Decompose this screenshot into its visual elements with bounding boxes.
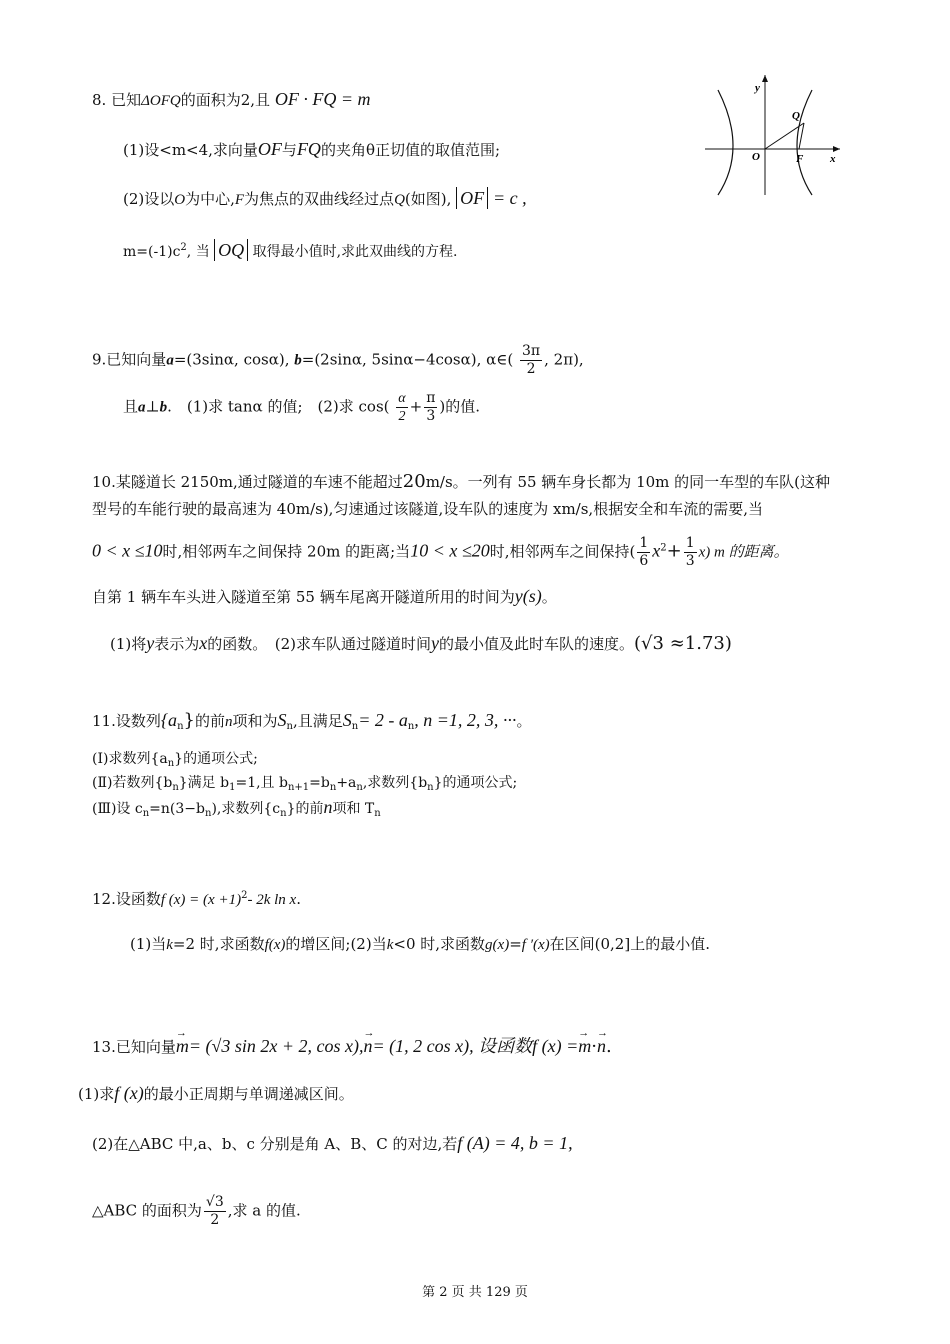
q10-line1: 10.某隧道长 2150m,通过隧道的车速不能超过20m/s。一列有 55 辆车身长都为 10m 的同一车型的车队(这种 [92,471,831,492]
q13-part1: (1)求f (x)的最小正周期与单调递减区间。 [78,1083,354,1103]
q11-part2: (Ⅱ)若数列$\{b_n\}$满足 $b_1=1$,且 $b_{n+1}=b_n+a_n$,求数列$\{b_n\}$的通项公式; [92,775,518,793]
abs-of: OF [456,187,488,209]
fraction-sqrt3-2: $\frac{√3}{2}$ [205,1194,224,1228]
hyperbola-left-branch [718,90,733,195]
q13-part2: (2)在△ABC 中,a、b、c 分别是角 A、B、C 的对边,若f (A) = 4, b = 1, [92,1133,573,1153]
q8-part3: $m=(-1)c^2$, 当 OQ 取得最小值时,求此双曲线的方程. [123,240,458,260]
y-axis-arrow [762,75,768,82]
q9-line2: 且a⊥b. (1)求 tanα 的值; (2)求 cos( $\frac{\alpha}{2}$ + $\frac{\pi}{3}$ )的值. [123,390,481,424]
q10-line5: (1)将y表示为x的函数。 (2)求车队通过隧道时间y的最小值及此时车队的速度。(√3 ≈1.73) [110,633,732,654]
fraction-1-6: $\frac{1}{6}$ [639,535,649,569]
q11-part3: (Ⅲ)设 $c_n=n(3-b_n)$,求数列$\{c_n\}$的前n项和 $T_n$ [92,797,381,819]
q13-part3: △ABC 的面积为 $\frac{√3}{2}$ ,求 a 的值. [92,1194,301,1228]
q8-part1: (1)设<m<4,求向量OF与FQ的夹角θ正切值的取值范围; [123,139,501,159]
fraction-pi-3: $\frac{\pi}{3}$ [426,390,436,424]
q11-part1: (Ⅰ)求数列$\{a_n\}$的通项公式; [92,751,258,769]
fraction-3pi-2: $\frac{3\pi}{2}$ [522,343,541,377]
label-q: Q [792,110,800,122]
q8-part2: (2)设以O为中心,F为焦点的双曲线经过点Q(如图), OF = c , [123,188,527,208]
segment-fq [799,123,804,149]
q10-line3: 0 < x ≤10时,相邻两车之间保持 20m 的距离;当10 < x ≤20时,相邻两车之间保持( $\frac{1}{6}$ $x^2+$ $\frac{1}{3}$ x) m 的距离。 [92,535,789,569]
q11-line1: 11.设数列$\{a_n\}$的前n项和为$S_n$,且满足$S_n= 2 - a_n$, n =1, 2, 3, ···。 [92,710,532,732]
label-x: x [830,153,836,165]
vector-m: → m [176,1036,189,1056]
page-footer: 第 2 页 共 129 页 [422,1285,528,1300]
q13-line1: 13.已知向量→ m= (√3 sin 2x + 2, cos x),→ n= (1, 2 cos x), 设函数f (x) =→ m·→ n. [92,1036,612,1057]
q10-line4: 自第 1 辆车车头进入隧道至第 55 辆车尾离开隧道所用的时间为y(s)。 [92,586,557,606]
fraction-1-3: $\frac{1}{3}$ [685,535,695,569]
x-axis-arrow [833,146,840,152]
q9-line1: 9.已知向量a=(3sinα, cosα), b=(2sinα, 5sinα−4cosα), α∈( $\frac{3\pi}{2}$ , 2π), [92,343,584,377]
label-y: y [755,82,760,94]
segment-oq [765,123,804,149]
label-o: O [752,151,760,163]
q12-line1: 12.设函数f $(x) = (x +1)^2-$ 2k ln x. [92,890,301,908]
q8-line1: 8. 已知ΔOFQ的面积为2,且 OF · FQ = m [92,89,371,109]
q8-number: 8. [92,91,107,109]
fraction-alpha-2: $\frac{\alpha}{2}$ [398,391,406,424]
hyperbola-right-branch [797,90,812,195]
q8-expression: OF · FQ = m [274,89,371,109]
q10-line2: 型号的车能行驶的最高速为 40m/s),匀速通过该隧道,设车队的速度为 xm/s,根据安全和车流的需要,当 [92,500,763,518]
label-f: F [796,153,804,165]
abs-oq: OQ [214,239,248,261]
hyperbola-figure [700,70,850,200]
vector-n: → n [364,1036,373,1056]
q12-line2: (1)当k=2 时,求函数f(x)的增区间;(2)当k<0 时,求函数g(x)=f ′(x)在区间(0,2]上的最小值. [130,935,710,953]
